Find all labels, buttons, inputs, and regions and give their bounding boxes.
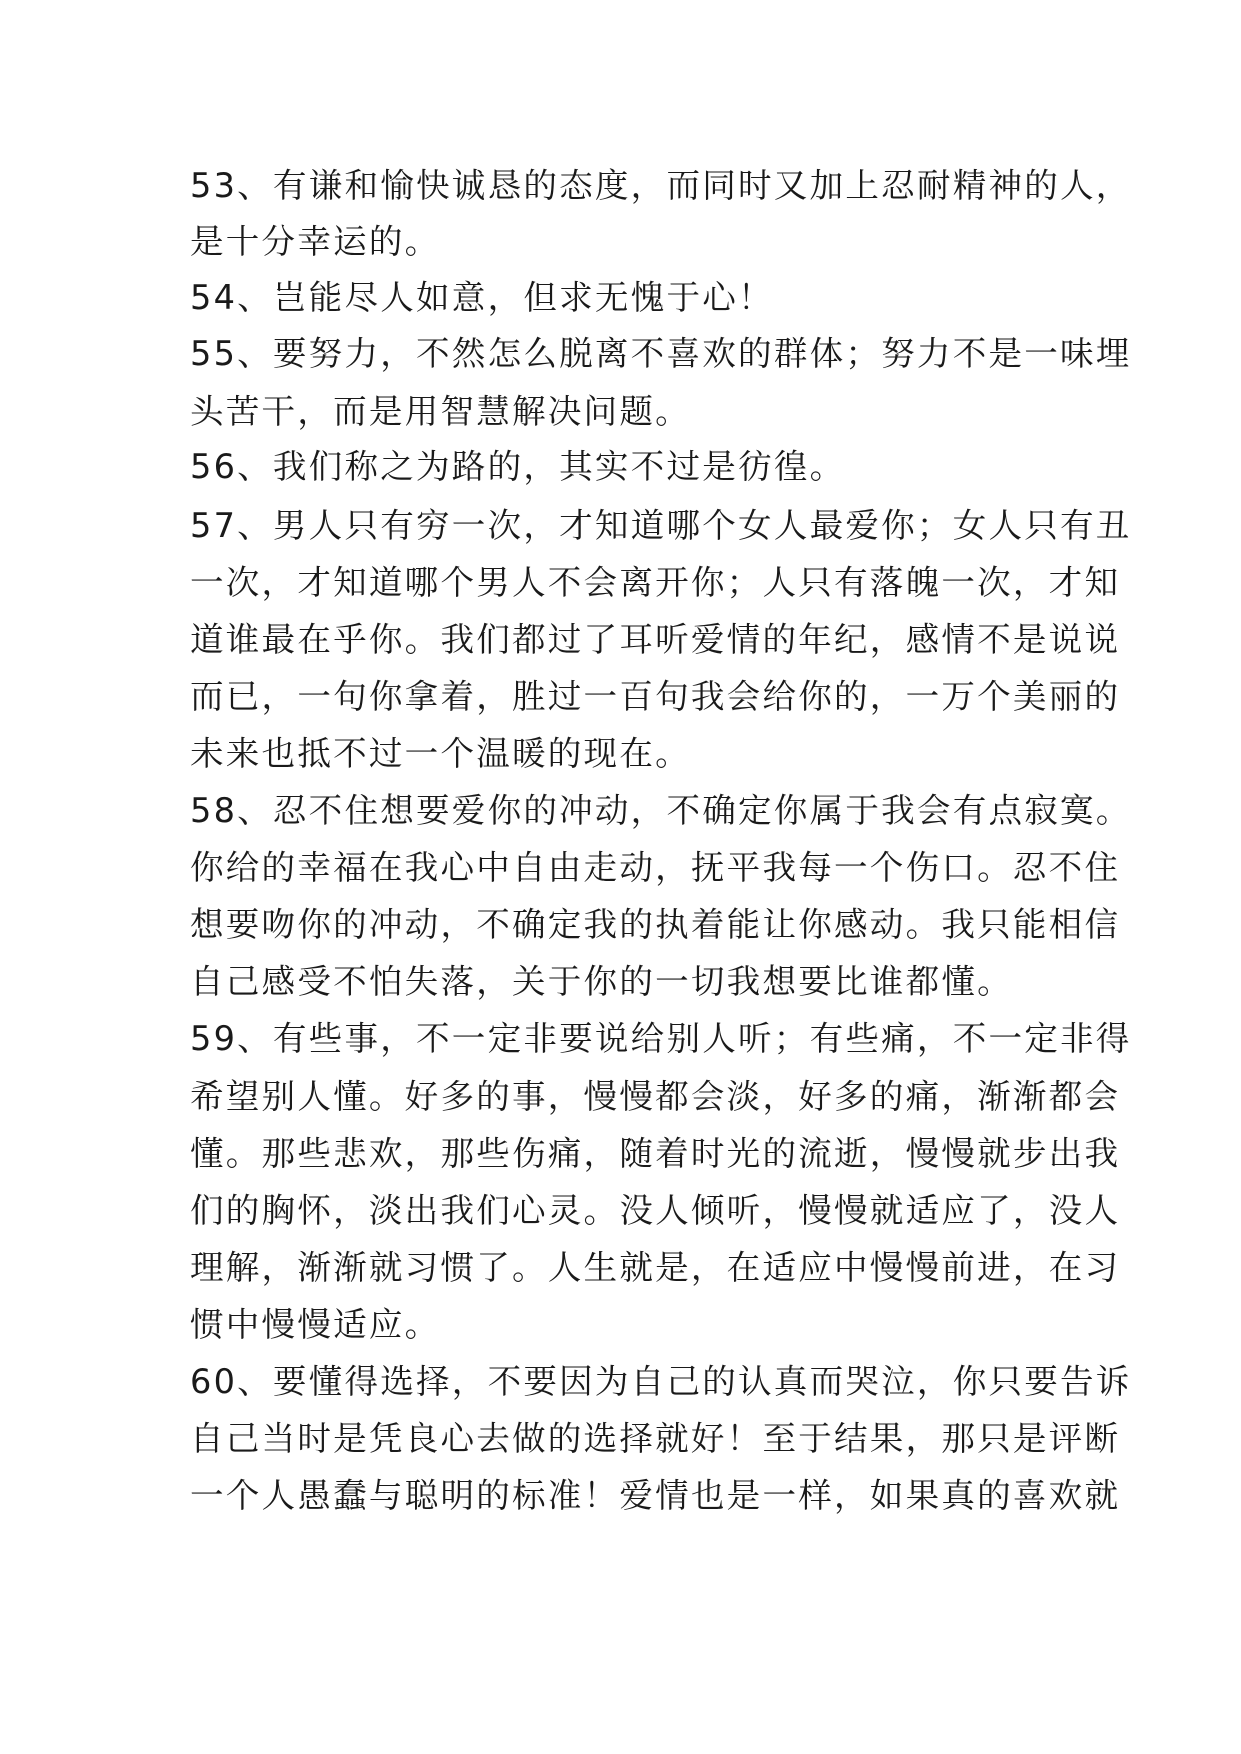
text-line: 55、要努力，不然怎么脱离不喜欢的群体；努力不是一味埋 <box>190 334 1132 373</box>
text-line: 你给的幸福在我心中自由走动，抚平我每一个伤口。忍不住 <box>190 848 1121 887</box>
text-line: 自己当时是凭良心去做的选择就好！至于结果，那只是评断 <box>190 1419 1121 1458</box>
text-line: 是十分幸运的。 <box>190 222 441 261</box>
text-line: 54、岂能尽人如意，但求无愧于心！ <box>190 278 774 317</box>
text-line: 们的胸怀，淡出我们心灵。没人倾听，慢慢就适应了，没人 <box>190 1191 1121 1230</box>
text-line: 自己感受不怕失落，关于你的一切我想要比谁都懂。 <box>190 962 1013 1001</box>
text-line: 惯中慢慢适应。 <box>190 1305 441 1344</box>
text-line: 58、忍不住想要爱你的冲动，不确定你属于我会有点寂寞。 <box>190 791 1132 830</box>
text-line: 一个人愚蠢与聪明的标准！爱情也是一样，如果真的喜欢就 <box>190 1476 1121 1515</box>
text-line: 59、有些事，不一定非要说给别人听；有些痛，不一定非得 <box>190 1019 1132 1058</box>
text-line: 57、男人只有穷一次，才知道哪个女人最爱你；女人只有丑 <box>190 506 1132 545</box>
text-line: 60、要懂得选择，不要因为自己的认真而哭泣，你只要告诉 <box>190 1362 1132 1401</box>
text-line: 头苦干，而是用智慧解决问题。 <box>190 392 691 431</box>
text-line: 一次，才知道哪个男人不会离开你；人只有落魄一次，才知 <box>190 563 1121 602</box>
text-line: 而已，一句你拿着，胜过一百句我会给你的，一万个美丽的 <box>190 677 1121 716</box>
text-line: 56、我们称之为路的，其实不过是彷徨。 <box>190 447 846 486</box>
text-line: 道谁最在乎你。我们都过了耳听爱情的年纪，感情不是说说 <box>190 620 1121 659</box>
text-line: 希望别人懂。好多的事，慢慢都会淡，好多的痛，渐渐都会 <box>190 1077 1121 1116</box>
text-line: 53、有谦和愉快诚恳的态度，而同时又加上忍耐精神的人， <box>190 166 1132 205</box>
text-line: 懂。那些悲欢，那些伤痛，随着时光的流逝，慢慢就步出我 <box>190 1134 1121 1173</box>
text-line: 理解，渐渐就习惯了。人生就是，在适应中慢慢前进，在习 <box>190 1248 1121 1287</box>
text-line: 未来也抵不过一个温暖的现在。 <box>190 734 691 773</box>
text-line: 想要吻你的冲动，不确定我的执着能让你感动。我只能相信 <box>190 905 1121 944</box>
